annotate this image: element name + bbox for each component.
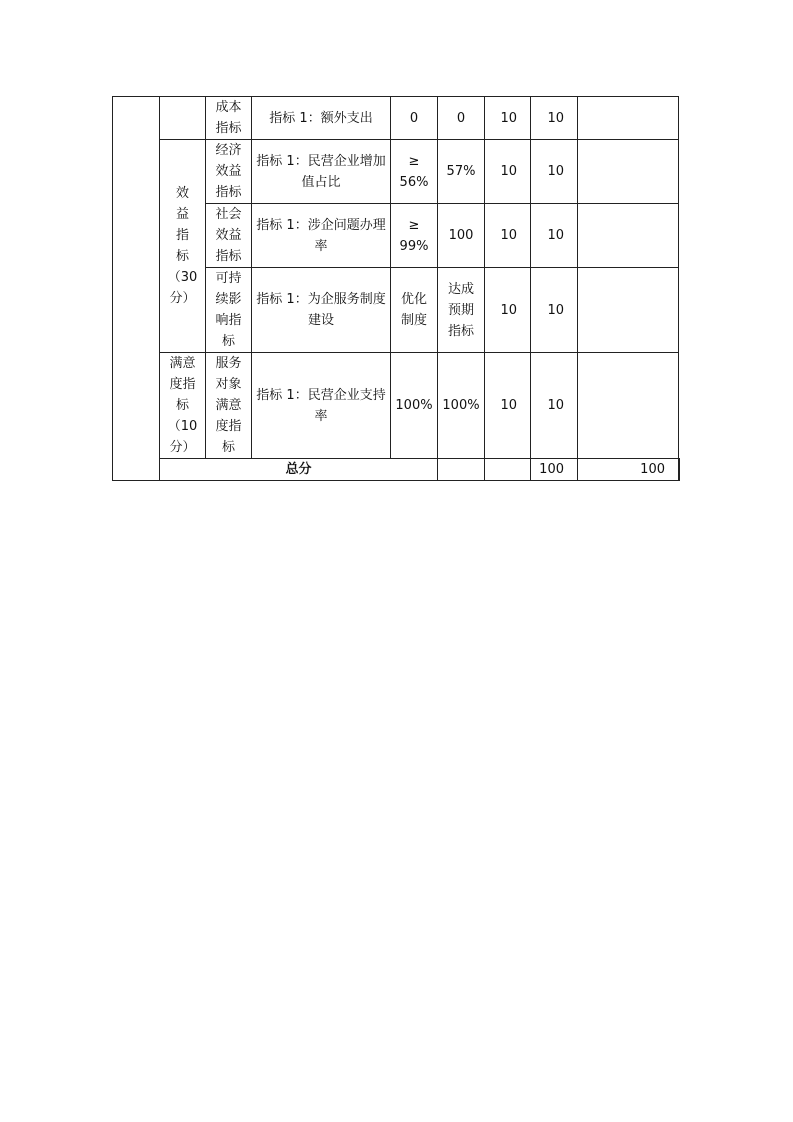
performance-indicator-table <box>112 96 680 481</box>
note-cell <box>578 97 679 140</box>
total-label-cell: 总分 <box>160 459 438 481</box>
level2-cell <box>160 97 206 140</box>
level3-cell: 可持 续影 响指 标 <box>206 268 252 353</box>
level3-cell: 服务 对象 满意 度指 标 <box>206 353 252 459</box>
note-cell <box>578 353 679 459</box>
group-benefit-cell: 效 益 指 标 （30 分） <box>160 140 206 353</box>
indicator-name-cell: 指标 1：涉企问题办理 率 <box>252 204 391 268</box>
level1-cell <box>113 97 160 481</box>
score-cell: 10 <box>531 268 578 353</box>
score-cell: 10 <box>531 97 578 140</box>
target-cell: ≥ 56% <box>391 140 438 204</box>
total-actual-cell <box>485 459 531 481</box>
level3-cell: 经济 效益 指标 <box>206 140 252 204</box>
total-row <box>113 459 680 481</box>
level3-cell: 成本 指标 <box>206 97 252 140</box>
target-cell: ≥ 99% <box>391 204 438 268</box>
indicator-name-cell: 指标 1：为企服务制度 建设 <box>252 268 391 353</box>
weight-cell: 10 <box>485 204 531 268</box>
weight-cell: 10 <box>485 268 531 353</box>
note-cell <box>578 204 679 268</box>
target-cell: 100% <box>391 353 438 459</box>
indicator-name-cell: 指标 1：民营企业增加 值占比 <box>252 140 391 204</box>
note-cell <box>578 268 679 353</box>
weight-cell: 10 <box>485 140 531 204</box>
group-satisfaction-cell: 满意 度指 标 （10 分） <box>160 353 206 459</box>
total-target-cell <box>438 459 485 481</box>
actual-cell: 57% <box>438 140 485 204</box>
score-cell: 10 <box>531 353 578 459</box>
actual-cell: 0 <box>438 97 485 140</box>
table-row <box>113 97 680 140</box>
weight-cell: 10 <box>485 353 531 459</box>
level3-cell: 社会 效益 指标 <box>206 204 252 268</box>
total-weight-cell: 100 <box>531 459 578 481</box>
table-row <box>113 140 680 204</box>
note-cell <box>578 140 679 204</box>
score-cell: 10 <box>531 140 578 204</box>
target-cell: 优化 制度 <box>391 268 438 353</box>
actual-cell: 达成 预期 指标 <box>438 268 485 353</box>
total-note-cell <box>679 459 680 481</box>
table-row <box>113 353 680 459</box>
target-cell: 0 <box>391 97 438 140</box>
weight-cell: 10 <box>485 97 531 140</box>
total-score-cell: 100 <box>578 459 679 481</box>
indicator-name-cell: 指标 1：民营企业支持 率 <box>252 353 391 459</box>
indicator-name-cell: 指标 1：额外支出 <box>252 97 391 140</box>
actual-cell: 100% <box>438 353 485 459</box>
actual-cell: 100 <box>438 204 485 268</box>
score-cell: 10 <box>531 204 578 268</box>
